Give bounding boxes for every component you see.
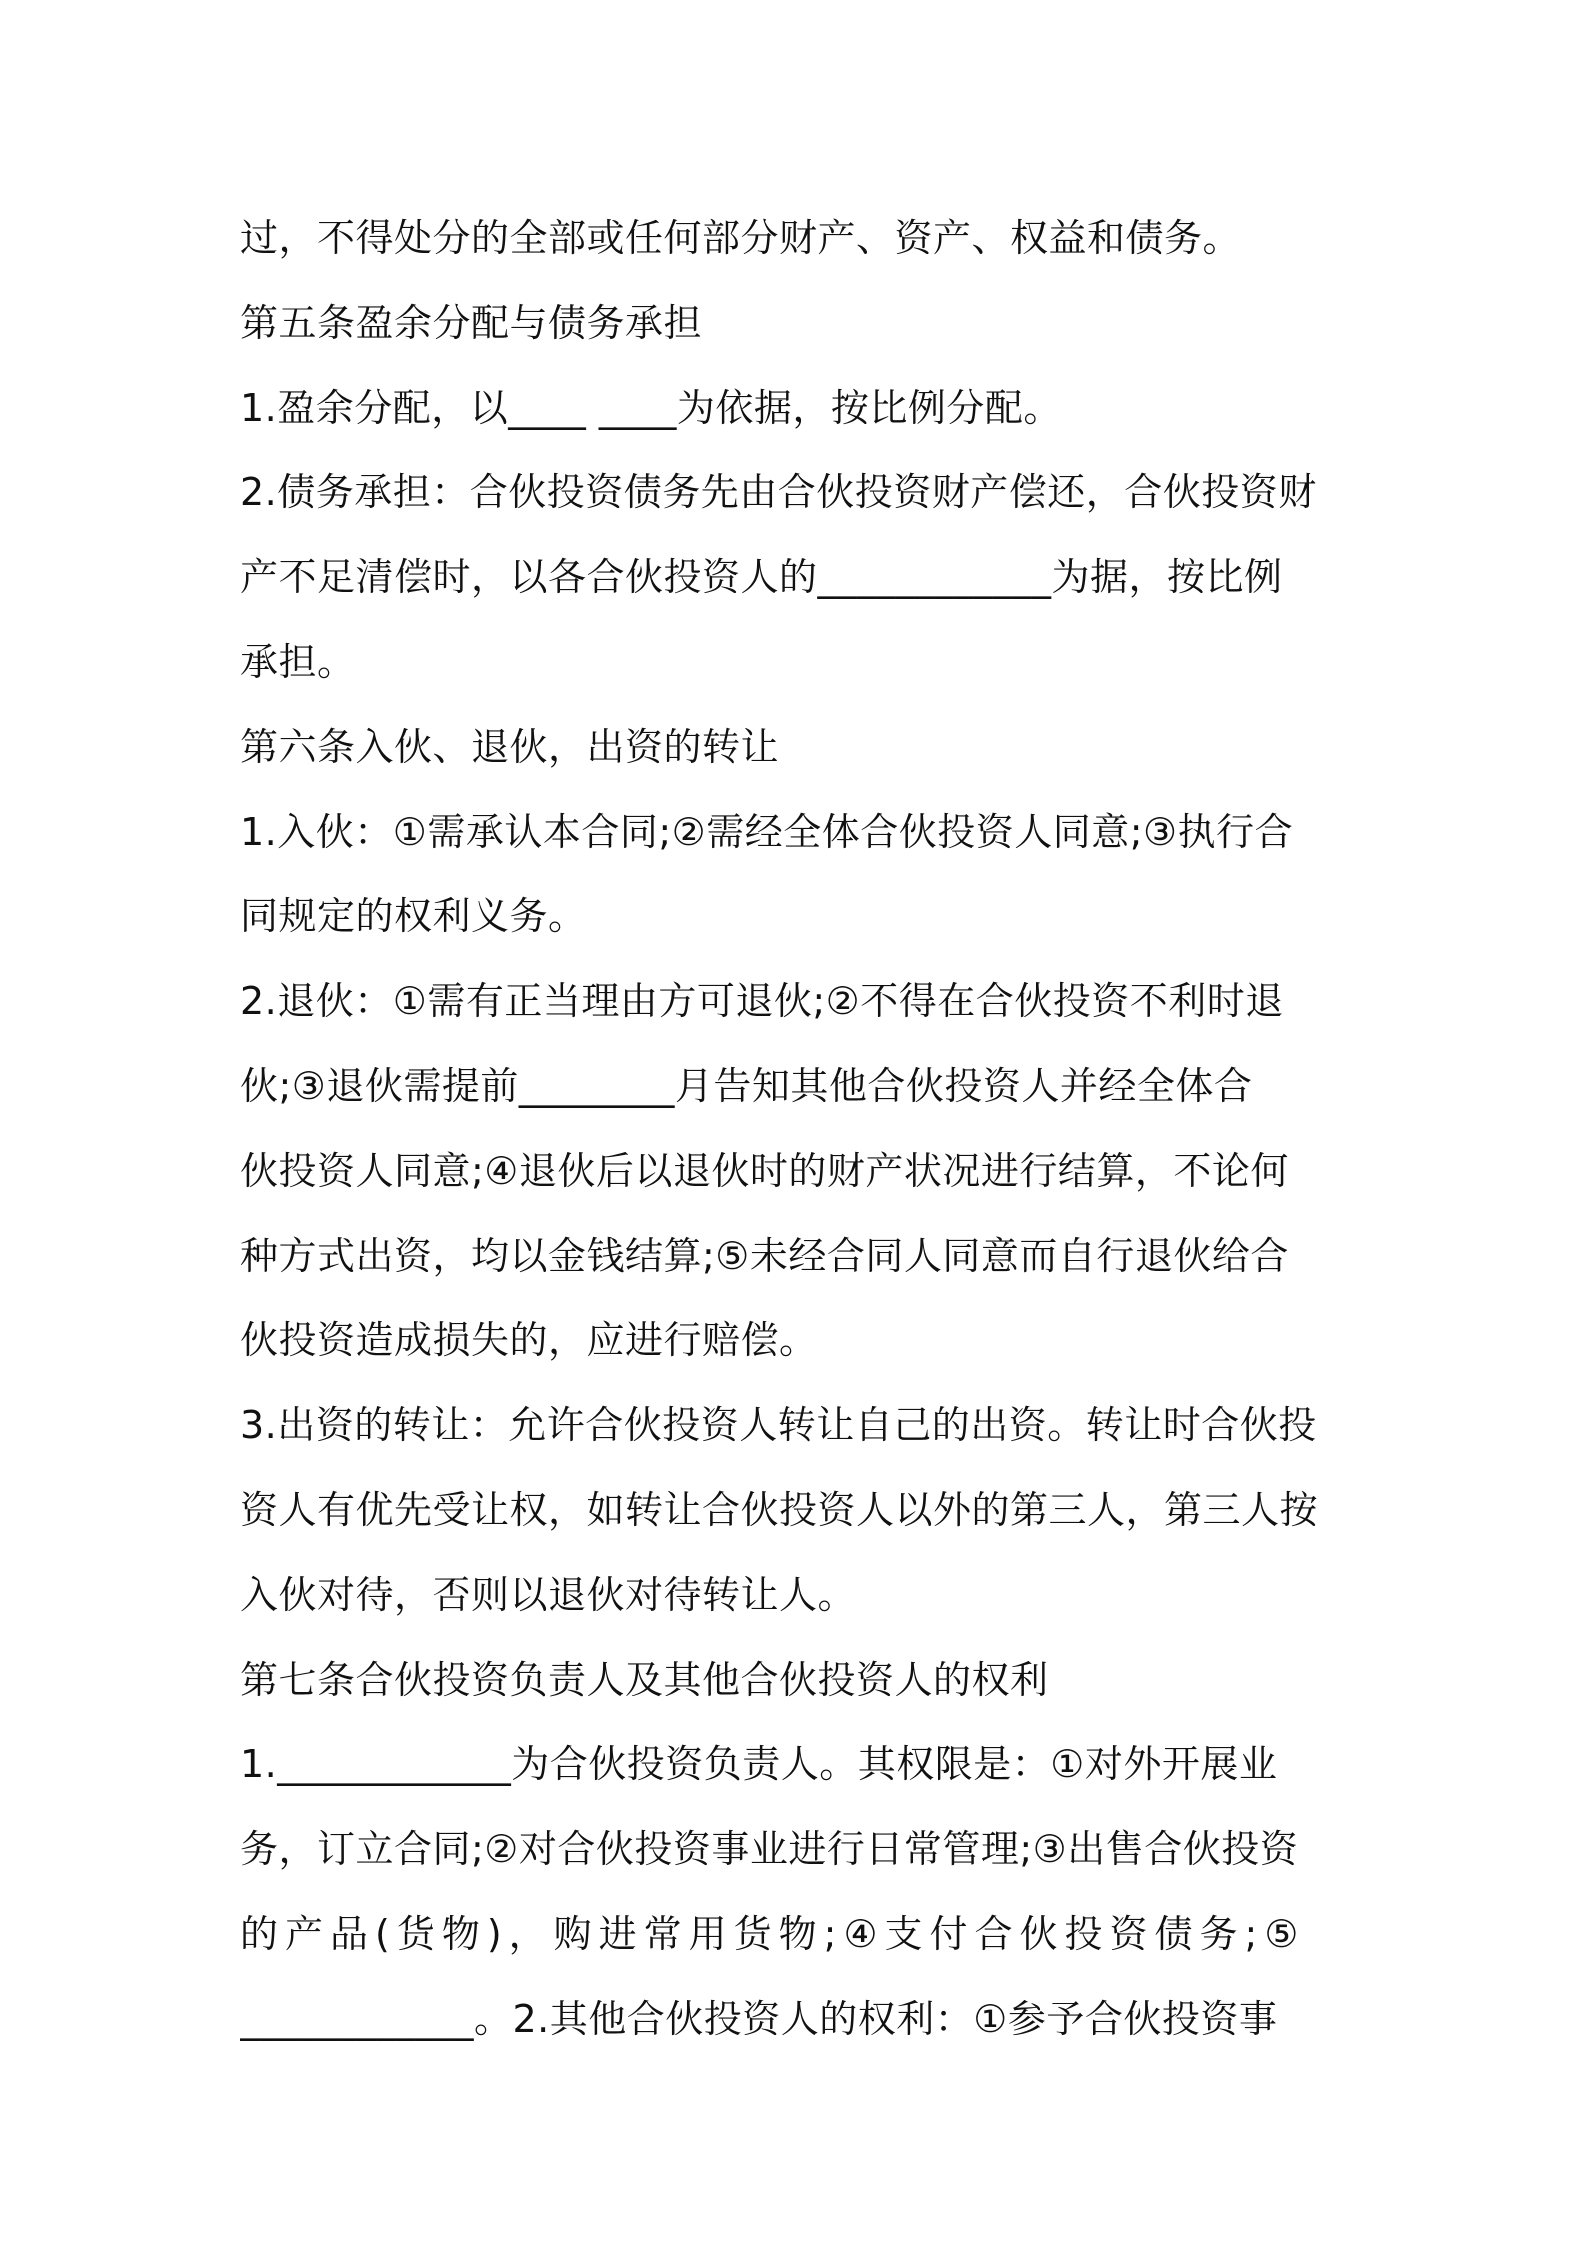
text-line-16: 资人有优先受让权，如转让合伙投资人以外的第三人，第三人按: [240, 1487, 1319, 1532]
text-line-21: 的产品(货物)，购进常用货物;④支付合伙投资债务;⑤: [240, 1911, 1306, 1956]
text-line-17: 入伙对待，否则以退伙对待转让人。: [240, 1572, 857, 1617]
text-line-9: 同规定的权利义务。: [240, 894, 587, 939]
text-line-11: 伙;③退伙需提前________月告知其他合伙投资人并经全体合: [240, 1063, 1253, 1108]
text-line-6: 承担。: [240, 639, 356, 684]
text-line-10: 2.退伙：①需有正当理由方可退伙;②不得在合伙投资不利时退: [240, 979, 1284, 1024]
text-line-13: 种方式出资，均以金钱结算;⑤未经合同人同意而自行退伙给合: [240, 1233, 1289, 1278]
text-line-19: 1.____________为合伙投资负责人。其权限是：①对外开展业: [240, 1742, 1278, 1787]
text-line-20: 务，订立合同;②对合伙投资事业进行日常管理;③出售合伙投资: [240, 1827, 1299, 1872]
text-line-14: 伙投资造成损失的，应进行赔偿。: [240, 1318, 818, 1363]
text-line-22: ____________。2.其他合伙投资人的权利：①参予合伙投资事: [240, 1996, 1278, 2041]
text-line-5: 产不足清偿时，以各合伙投资人的____________为据，按比例: [240, 555, 1283, 600]
text-line-1: 过，不得处分的全部或任何部分财产、资产、权益和债务。: [240, 216, 1242, 260]
text-line-4: 2.债务承担：合伙投资债务先由合伙投资财产偿还，合伙投资财: [240, 470, 1317, 515]
text-line-8: 1.入伙：①需承认本合同;②需经全体合伙投资人同意;③执行合: [240, 809, 1294, 854]
text-line-3: 1.盈余分配，以____ ____为依据，按比例分配。: [240, 385, 1062, 430]
article-6-heading: 第六条入伙、退伙，出资的转让: [240, 724, 780, 769]
article-5-heading: 第五条盈余分配与债务承担: [240, 300, 703, 345]
document-body: [240, 196, 1355, 2062]
text-line-12: 伙投资人同意;④退伙后以退伙时的财产状况进行结算，不论何: [240, 1148, 1289, 1193]
text-line-15: 3.出资的转让：允许合伙投资人转让自己的出资。转让时合伙投: [240, 1403, 1317, 1448]
article-7-heading: 第七条合伙投资负责人及其他合伙投资人的权利: [240, 1657, 1049, 1702]
